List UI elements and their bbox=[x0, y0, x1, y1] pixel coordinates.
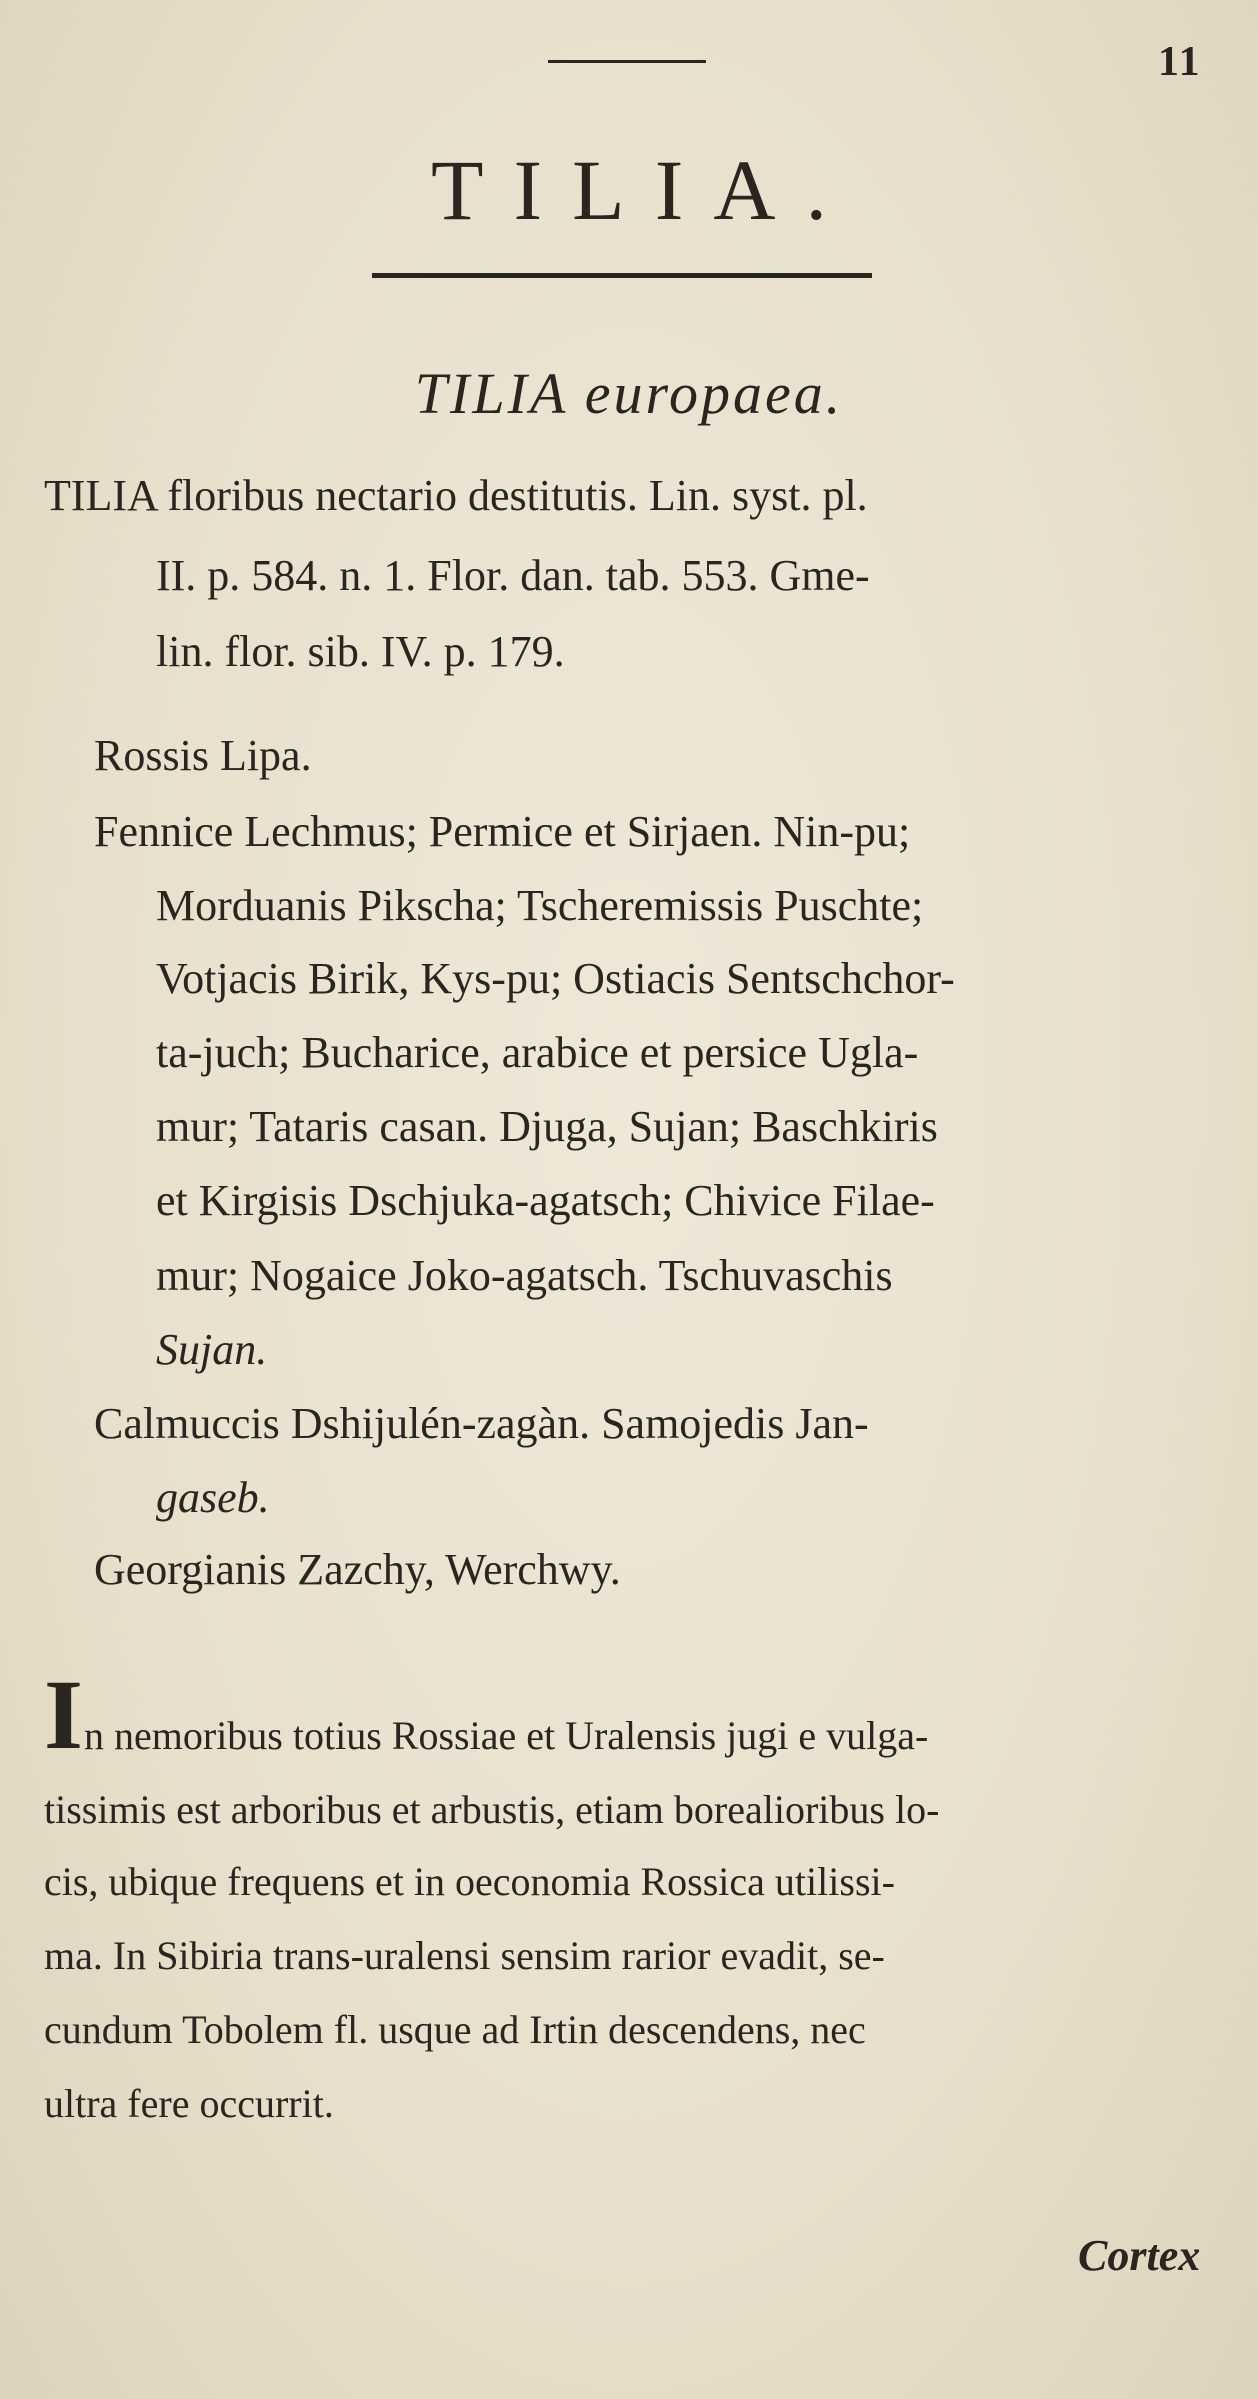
paragraph-line: tissimis est arboribus et arbustis, etiam borealioribus lo- bbox=[44, 1787, 940, 1832]
vernacular-line: ta-juch; Bucharice, arabice et persice Ugla- bbox=[156, 1028, 919, 1077]
species-heading: TILIA europaea. bbox=[414, 361, 844, 426]
top-ornament-rule bbox=[548, 60, 706, 63]
paragraph-line: cundum Tobolem fl. usque ad Irtin descendens, nec bbox=[44, 2007, 866, 2052]
vernacular-line: Rossis Lipa. bbox=[94, 731, 312, 780]
paragraph-line: ma. In Sibiria trans-uralensi sensim rarior evadit, se- bbox=[44, 1933, 885, 1978]
page-number: 11 bbox=[1158, 39, 1202, 85]
page-title: TILIA. bbox=[431, 142, 857, 238]
synonymy-line: II. p. 584. n. 1. Flor. dan. tab. 553. Gme- bbox=[156, 551, 870, 600]
vernacular-line: Morduanis Piksсha; Tscheremissis Puschte; bbox=[156, 881, 924, 930]
synonymy-line: lin. flor. sib. IV. p. 179. bbox=[156, 627, 565, 676]
paragraph-line: cis, ubique frequens et in oeconomia Rossica utilissi- bbox=[44, 1859, 895, 1904]
vernacular-line: mur; Nogaice Joko-agatsch. Tschuvaschis bbox=[156, 1251, 893, 1300]
vernacular-line: Votjacis Birik, Kys-pu; Ostiacis Sentschchor- bbox=[156, 954, 955, 1003]
paragraph-line: ultra fere occurrit. bbox=[44, 2081, 334, 2126]
title-underline-rule bbox=[372, 273, 872, 278]
vernacular-line: Sujan. bbox=[156, 1325, 268, 1374]
paragraph-line: n nemoribus totius Rossiae et Uralensis jugi e vulga- bbox=[84, 1713, 929, 1758]
vernacular-line: gaseb. bbox=[156, 1473, 270, 1522]
catchword: Cortex bbox=[1078, 2231, 1201, 2280]
drop-cap: I bbox=[44, 1659, 83, 1770]
vernacular-line: Georgianis Zazchy, Werchwy. bbox=[94, 1545, 621, 1594]
synonymy-line: TILIA floribus nectario destitutis. Lin. syst. pl. bbox=[44, 471, 868, 520]
vernacular-line: mur; Tataris casan. Djuga, Sujan; Baschkiris bbox=[156, 1102, 938, 1151]
vernacular-line: et Kirgisis Dschjuka-agatsch; Chivice Filae- bbox=[156, 1176, 935, 1225]
vernacular-line: Fennice Lechmus; Permice et Sirjaen. Nin-pu; bbox=[94, 807, 911, 856]
vernacular-line: Calmuccis Dshijulén-zagàn. Samojedis Jan- bbox=[94, 1399, 869, 1448]
